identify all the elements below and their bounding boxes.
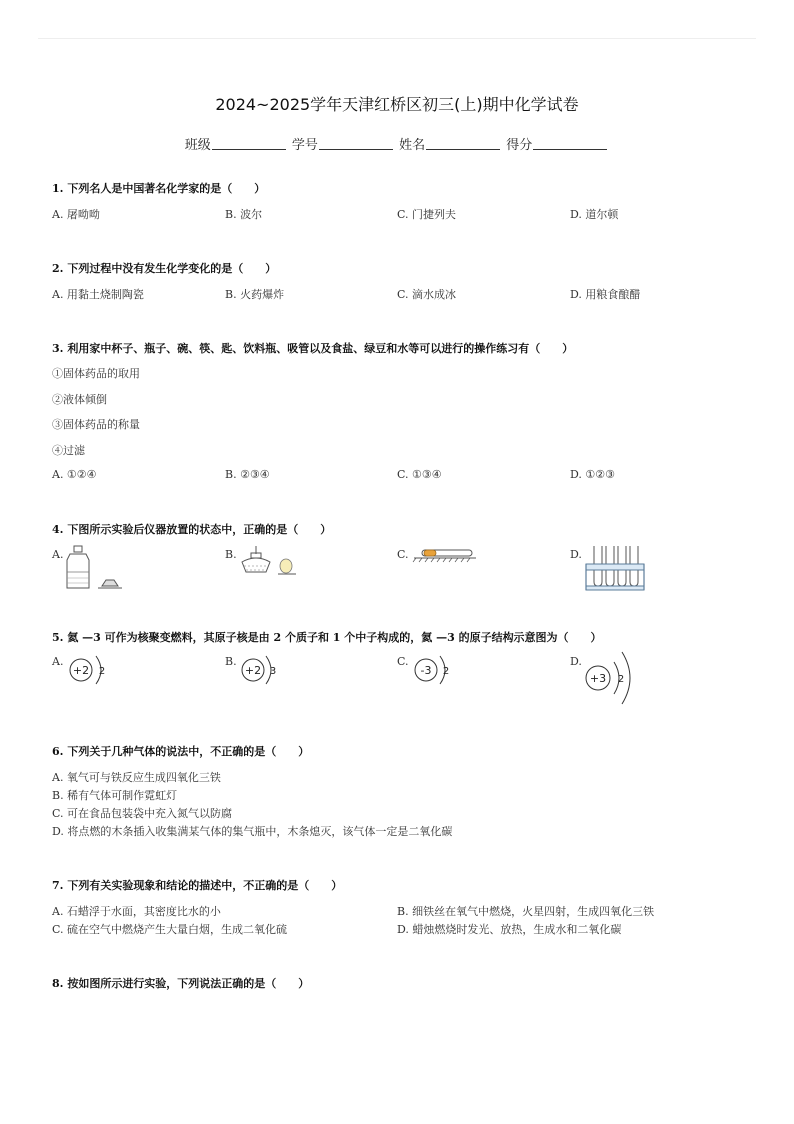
- q4-option-a[interactable]: A.: [52, 548, 64, 561]
- q7-option-a[interactable]: A. 石蜡浮于水面，其密度比水的小: [52, 905, 221, 918]
- field-name-label: 姓名: [399, 138, 426, 153]
- q5-d-nucleus: +3: [589, 672, 607, 685]
- q5-option-d[interactable]: D.: [570, 655, 582, 668]
- q1-option-c[interactable]: C. 门捷列夫: [397, 208, 457, 221]
- q3-item-1: ①固体药品的取用: [52, 367, 140, 380]
- q1-option-d[interactable]: D. 道尔顿: [570, 208, 619, 221]
- q7-option-d[interactable]: D. 蜡烛燃烧时发光、放热，生成水和二氧化碳: [397, 923, 622, 936]
- id-blank[interactable]: [319, 137, 393, 150]
- q3-option-c[interactable]: C. ①③④: [397, 468, 442, 481]
- field-id-label: 学号: [291, 138, 318, 153]
- q7-option-c[interactable]: C. 硫在空气中燃烧产生大量白烟，生成二氧化硫: [52, 923, 288, 936]
- q4-figure-c-test-tube: [412, 548, 480, 564]
- question-8-stem: 8. 按如图所示进行实验，下列说法正确的是（ ）: [52, 977, 310, 990]
- q2-option-b[interactable]: B. 火药爆炸: [225, 288, 285, 301]
- question-3-stem: 3. 利用家中杯子、瓶子、碗、筷、匙、饮料瓶、吸管以及食盐、绿豆和水等可以进行的操作练习有（ ）: [52, 342, 574, 355]
- q5-c-nucleus: -3: [420, 664, 432, 677]
- question-5-stem: 5. 氦 —3 可作为核聚变燃料，其原子核是由 2 个质子和 1 个中子构成的，氦 —3 的原子结构示意图为（ ）: [52, 631, 602, 644]
- q5-option-a[interactable]: A.: [52, 655, 64, 668]
- q5-atom-diagram-c: [410, 652, 458, 688]
- q3-item-4: ④过滤: [52, 444, 85, 457]
- field-score-label: 得分: [506, 138, 533, 153]
- q4-option-c[interactable]: C.: [397, 548, 409, 561]
- q5-option-b[interactable]: B.: [225, 655, 237, 668]
- q5-a-nucleus: +2: [72, 664, 90, 677]
- score-blank[interactable]: [533, 137, 607, 150]
- question-2-stem: 2. 下列过程中没有发生化学变化的是（ ）: [52, 262, 277, 275]
- q6-option-b[interactable]: B. 稀有气体可制作霓虹灯: [52, 789, 178, 802]
- q2-option-c[interactable]: C. 滴水成冰: [397, 288, 457, 301]
- q5-atom-diagram-b: [238, 652, 286, 688]
- q5-option-c[interactable]: C.: [397, 655, 409, 668]
- question-1-stem: 1. 下列名人是中国著名化学家的是（ ）: [52, 182, 266, 195]
- q4-figure-a-reagent-bottle: [64, 542, 124, 592]
- q5-b-electrons: 3: [269, 666, 277, 677]
- q3-option-a[interactable]: A. ①②④: [52, 468, 97, 481]
- q6-option-c[interactable]: C. 可在食品包装袋中充入氮气以防腐: [52, 807, 233, 820]
- q1-option-a[interactable]: A. 屠呦呦: [52, 208, 100, 221]
- q5-a-electrons: 2: [98, 666, 106, 677]
- q3-item-2: ②液体倾倒: [52, 393, 107, 406]
- q5-d-electrons: 2: [617, 674, 625, 685]
- q7-option-b[interactable]: B. 细铁丝在氧气中燃烧，火星四射，生成四氧化三铁: [397, 905, 655, 918]
- q5-atom-diagram-a: [64, 652, 112, 688]
- q2-option-a[interactable]: A. 用黏土烧制陶瓷: [52, 288, 144, 301]
- question-7-stem: 7. 下列有关实验现象和结论的描述中，不正确的是（ ）: [52, 879, 343, 892]
- q4-figure-b-alcohol-lamp: [238, 544, 300, 580]
- name-blank[interactable]: [426, 137, 500, 150]
- page-title: 2024~2025学年天津红桥区初三(上)期中化学试卷: [215, 95, 579, 114]
- q2-option-d[interactable]: D. 用粮食酿醋: [570, 288, 641, 301]
- q5-b-nucleus: +2: [244, 664, 262, 677]
- q3-option-b[interactable]: B. ②③④: [225, 468, 270, 481]
- class-blank[interactable]: [212, 137, 286, 150]
- q3-item-3: ③固体药品的称量: [52, 418, 140, 431]
- q6-option-d[interactable]: D. 将点燃的木条插入收集满某气体的集气瓶中，木条熄灭，该气体一定是二氧化碳: [52, 825, 453, 838]
- q4-option-b[interactable]: B.: [225, 548, 237, 561]
- q3-option-d[interactable]: D. ①②③: [570, 468, 616, 481]
- student-info-line: [0, 134, 794, 153]
- question-4-stem: 4. 下图所示实验后仪器放置的状态中，正确的是（ ）: [52, 523, 332, 536]
- q6-option-a[interactable]: A. 氧气可与铁反应生成四氧化三铁: [52, 771, 221, 784]
- q1-option-b[interactable]: B. 波尔: [225, 208, 263, 221]
- top-rule: [38, 38, 756, 39]
- q4-option-d[interactable]: D.: [570, 548, 582, 561]
- q5-atom-diagram-d: [582, 650, 638, 708]
- q5-c-electrons: 2: [442, 666, 450, 677]
- q4-figure-d-test-tube-rack: [582, 542, 648, 592]
- question-6-stem: 6. 下列关于几种气体的说法中，不正确的是（ ）: [52, 745, 310, 758]
- field-class-label: 班级: [184, 138, 211, 153]
